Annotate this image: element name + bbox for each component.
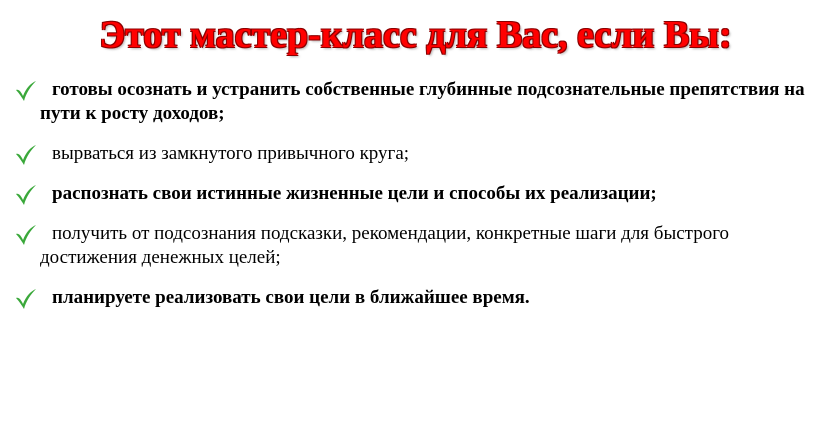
check-icon [14, 224, 40, 246]
list-item-text: вырваться из замкнутого привычного круга; [52, 143, 410, 164]
check-icon [14, 184, 40, 206]
check-icon [14, 144, 40, 166]
list-item-text: распознать свои истинные жизненные цели и способы их реализации; [52, 183, 657, 204]
list-item-text: планируете реализовать свои цели в ближайшее время. [52, 287, 530, 308]
benefits-list [0, 56, 831, 310]
check-icon [14, 80, 40, 102]
list-item [14, 286, 817, 310]
list-item [14, 142, 817, 166]
check-icon [14, 288, 40, 310]
page-title: Этот мастер-класс для Вас, если Вы: [99, 14, 732, 56]
list-item [14, 78, 817, 126]
list-item-text: получить от подсознания подсказки, рекомендации, конкретные шаги для быстрого достижения денежных целей; [40, 223, 730, 268]
list-item [14, 222, 817, 270]
list-item [14, 182, 817, 206]
list-item-text: готовы осознать и устранить собственные глубинные подсознательные препятствия на пути к росту доходов; [40, 79, 805, 124]
